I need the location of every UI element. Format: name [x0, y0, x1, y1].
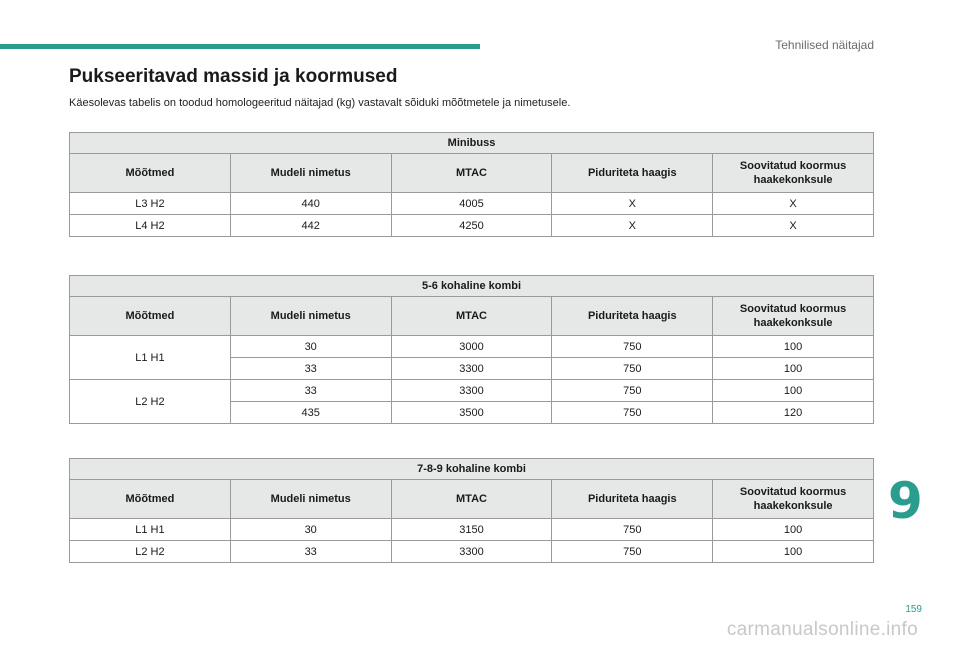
- table-cell: 4250: [391, 215, 552, 237]
- section-title: Tehnilised näitajad: [775, 38, 874, 52]
- page-number: 159: [905, 604, 922, 615]
- table-cell: X: [713, 193, 874, 215]
- table-cell: 3300: [391, 541, 552, 563]
- col-header-towbar-load: Soovitatud koormus haakekonksule: [713, 480, 874, 519]
- col-header-unbraked-trailer: Piduriteta haagis: [552, 154, 713, 193]
- table-cell: 750: [552, 380, 713, 402]
- table-cell: 100: [713, 519, 874, 541]
- table-cell: 100: [713, 380, 874, 402]
- table-cell: 750: [552, 358, 713, 380]
- table-caption: Minibuss: [70, 133, 874, 154]
- accent-bar: [0, 44, 480, 49]
- col-header-towbar-load: Soovitatud koormus haakekonksule: [713, 154, 874, 193]
- table-cell: L2 H2: [70, 541, 231, 563]
- kombi-7-8-9-table: [69, 458, 874, 563]
- table-cell: 33: [230, 541, 391, 563]
- table-cell: 33: [230, 380, 391, 402]
- table-cell: 3300: [391, 358, 552, 380]
- table-cell: L3 H2: [70, 193, 231, 215]
- table-cell-dimensions: L2 H2: [70, 380, 231, 424]
- col-header-model: Mudeli nimetus: [230, 154, 391, 193]
- table-cell: 750: [552, 541, 713, 563]
- chapter-number: 9: [888, 472, 923, 530]
- table-row: [70, 519, 874, 541]
- col-header-unbraked-trailer: Piduriteta haagis: [552, 480, 713, 519]
- col-header-dimensions: Mõõtmed: [70, 480, 231, 519]
- col-header-dimensions: Mõõtmed: [70, 154, 231, 193]
- table-caption: 5-6 kohaline kombi: [70, 276, 874, 297]
- table-cell: 30: [230, 519, 391, 541]
- col-header-towbar-load: Soovitatud koormus haakekonksule: [713, 297, 874, 336]
- table-cell: 3500: [391, 402, 552, 424]
- table-row: [70, 215, 874, 237]
- table-cell-dimensions: L1 H1: [70, 336, 231, 380]
- kombi-5-6-table: [69, 275, 874, 424]
- table-cell: 442: [230, 215, 391, 237]
- intro-text: Käesolevas tabelis on toodud homologeeritud näitajad (kg) vastavalt sõiduki mõõtmetele ja nimetusele.: [69, 97, 571, 109]
- table-cell: L4 H2: [70, 215, 231, 237]
- table-row: [70, 541, 874, 563]
- table-cell: 750: [552, 336, 713, 358]
- table-row: [70, 336, 874, 358]
- table-cell: X: [552, 193, 713, 215]
- table-cell: 120: [713, 402, 874, 424]
- table-cell: 440: [230, 193, 391, 215]
- table-cell: 3000: [391, 336, 552, 358]
- table-caption: 7-8-9 kohaline kombi: [70, 459, 874, 480]
- col-header-model: Mudeli nimetus: [230, 297, 391, 336]
- table-cell: 750: [552, 519, 713, 541]
- watermark: carmanualsonline.info: [726, 619, 918, 640]
- table-cell: 30: [230, 336, 391, 358]
- col-header-mtac: MTAC: [391, 480, 552, 519]
- col-header-model: Mudeli nimetus: [230, 480, 391, 519]
- col-header-dimensions: Mõõtmed: [70, 297, 231, 336]
- table-cell: 4005: [391, 193, 552, 215]
- table-cell: X: [552, 215, 713, 237]
- col-header-mtac: MTAC: [391, 154, 552, 193]
- table-row: [70, 380, 874, 402]
- table-cell: 3300: [391, 380, 552, 402]
- table-cell: 3150: [391, 519, 552, 541]
- table-cell: 100: [713, 541, 874, 563]
- table-cell: 750: [552, 402, 713, 424]
- table-cell: 100: [713, 336, 874, 358]
- col-header-mtac: MTAC: [391, 297, 552, 336]
- table-cell: L1 H1: [70, 519, 231, 541]
- col-header-unbraked-trailer: Piduriteta haagis: [552, 297, 713, 336]
- minibuss-table: [69, 132, 874, 237]
- table-row: [70, 193, 874, 215]
- table-cell: 435: [230, 402, 391, 424]
- page-title: Pukseeritavad massid ja koormused: [69, 66, 398, 87]
- table-cell: X: [713, 215, 874, 237]
- table-cell: 100: [713, 358, 874, 380]
- table-cell: 33: [230, 358, 391, 380]
